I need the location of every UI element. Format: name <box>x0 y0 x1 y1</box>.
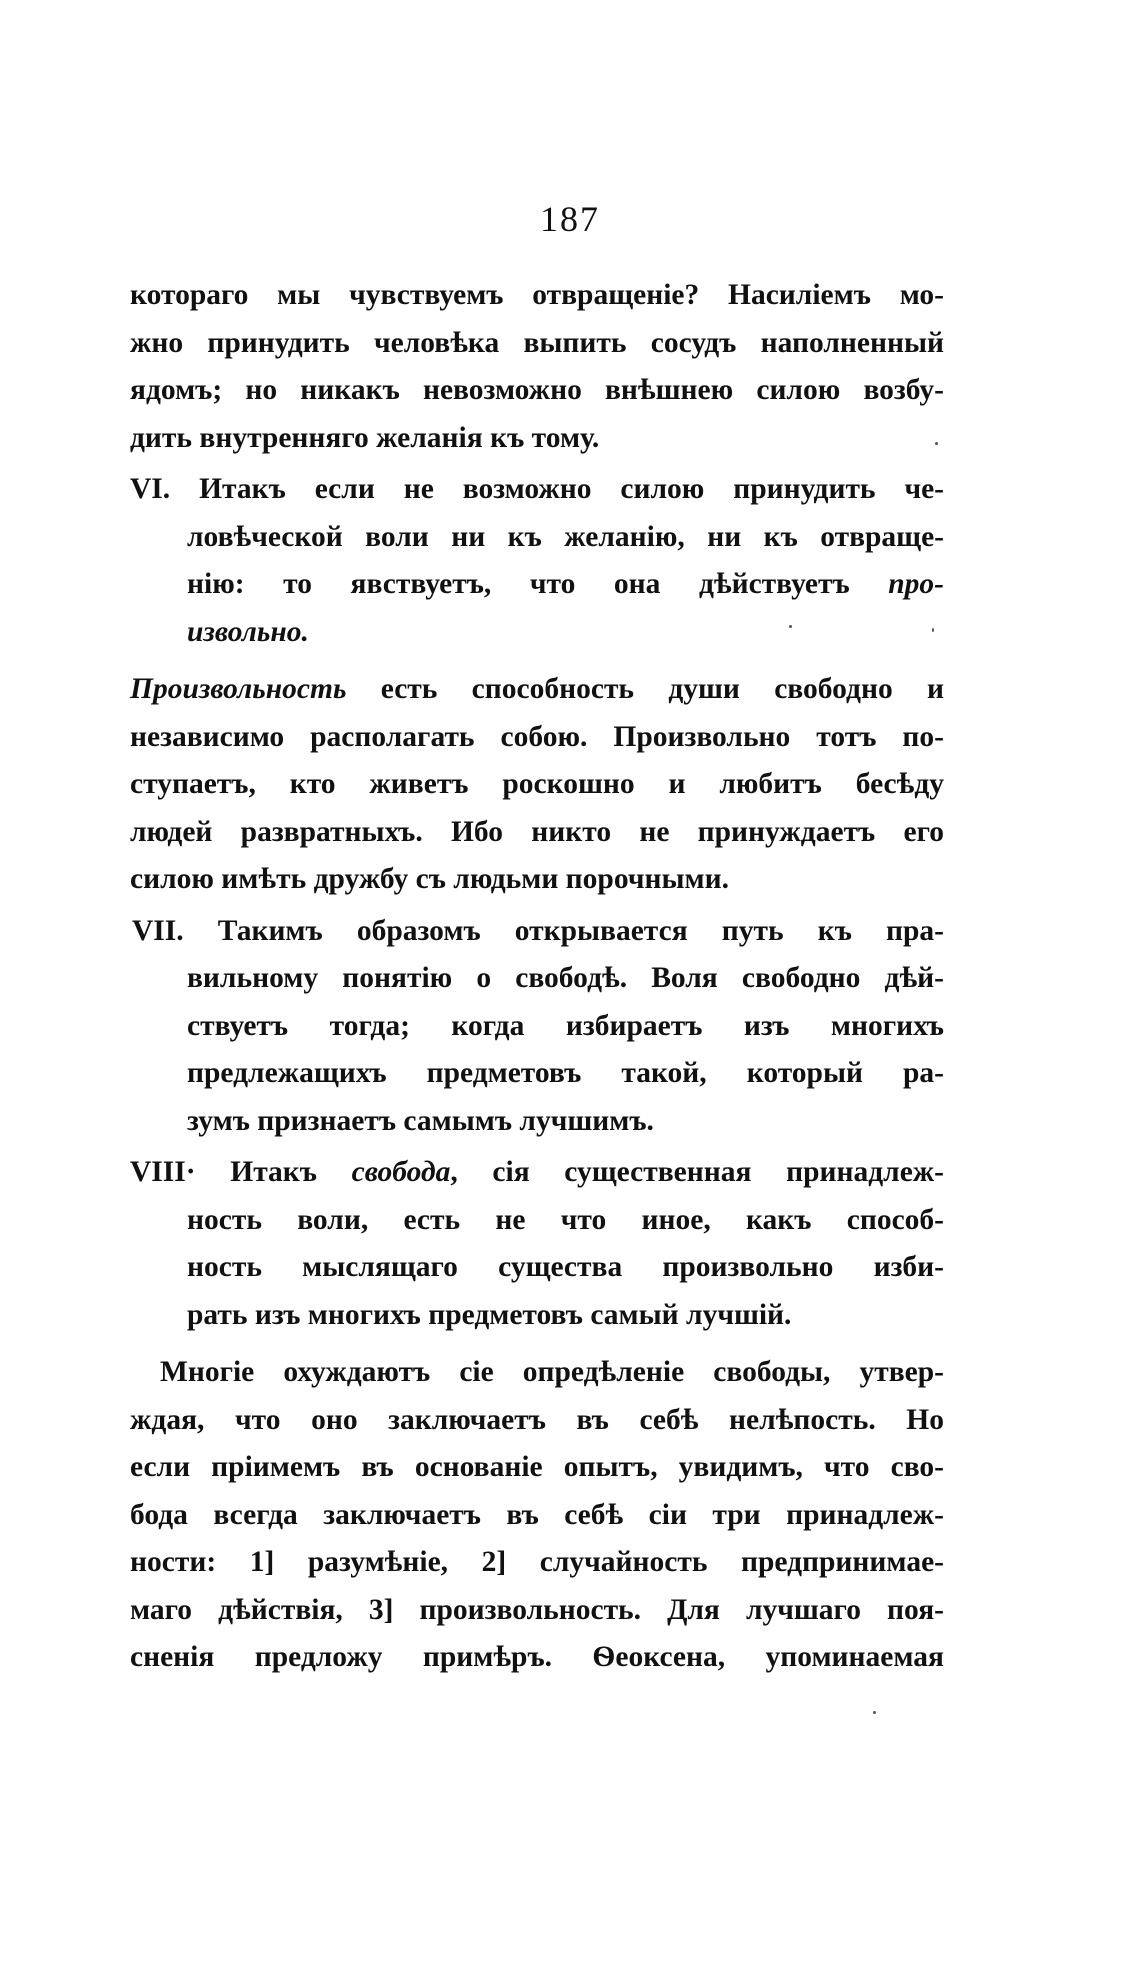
text-line: сненія предложу примѣръ. Ѳеоксена, упоминаемая <box>130 1641 944 1673</box>
text-line: ность воли, есть не что иное, какъ способ- <box>187 1203 944 1236</box>
section-6-line <box>130 466 944 514</box>
text-line: ловѣческой воли ни къ желанію, ни къ отвраще- <box>187 520 944 553</box>
section-8-numeral: VIII· <box>130 1156 196 1188</box>
text-line: ствуетъ тогда; когда избираетъ изъ многихъ <box>187 1009 944 1042</box>
text-line: бода всегда заключаетъ въ себѣ сіи три принадлеж- <box>130 1498 944 1531</box>
text-line: ность мыслящаго существа произвольно изби- <box>187 1251 944 1283</box>
text-line <box>130 666 944 714</box>
text-line: Многіе охуждаютъ сіе опредѣленіе свободы, утвер- <box>160 1356 944 1388</box>
text-line: ности: 1] разумѣніе, 2] случайность предпринимае- <box>130 1546 944 1578</box>
section-6-text: Итакъ если не возможно силою принудить че- <box>199 473 944 505</box>
text-fragment: нію: то явствуетъ, что она дѣйствуетъ <box>187 568 889 600</box>
text-line <box>130 561 944 609</box>
text-line: предлежащихъ предметовъ такой, который ра- <box>187 1057 944 1089</box>
section-7-text: Такимъ образомъ открывается путь къ пра- <box>217 914 945 947</box>
section-6-numeral: VI. <box>130 473 171 505</box>
text-line: вильному понятію о свободѣ. Воля свободно дѣй- <box>187 962 944 994</box>
text-fragment: Итакъ <box>230 1156 352 1188</box>
text-line: независимо располагать собою. Произвольно тотъ по- <box>130 720 944 753</box>
page-text <box>130 272 944 1682</box>
text-line: ядомъ; но никакъ невозможно внѣшнею силою возбу- <box>130 374 944 406</box>
text-line: жно принудить человѣка выпить сосудъ наполненный <box>130 326 944 359</box>
section-8-line <box>130 1149 944 1197</box>
text-line: котораго мы чувствуемъ отвращеніе? Насиліемъ мо- <box>130 279 944 311</box>
print-speck <box>932 628 934 632</box>
section-7-numeral: VII. <box>132 914 184 947</box>
text-line: маго дѣйствія, 3] произвольность. Для лучшаго поя- <box>130 1593 944 1626</box>
text-fragment: есть способность души свободно и <box>346 673 944 705</box>
text-line: ждая, что оно заключаетъ въ себѣ нелѣпость. Но <box>130 1403 944 1436</box>
text-line: если пріимемъ въ основаніе опытъ, увидимъ, что сво- <box>130 1451 944 1483</box>
italic-fragment: про- <box>888 568 944 600</box>
print-speck <box>873 1711 876 1714</box>
print-speck <box>789 625 792 628</box>
print-speck <box>935 442 938 445</box>
text-fragment: , сія существенная принадлеж- <box>450 1156 945 1188</box>
text-line: дить внутренняго желанія къ тому. <box>130 421 600 454</box>
text-line: людей развратныхъ. Ибо никто не принуждаетъ его <box>130 815 944 848</box>
text-line: ступаетъ, кто живетъ роскошно и любитъ бесѣду <box>130 768 944 800</box>
text-line: рать изъ многихъ предметовъ самый лучшій. <box>187 1298 792 1331</box>
text-line: зумъ признаетъ самымъ лучшимъ. <box>187 1104 654 1137</box>
italic-term: Произвольность <box>130 673 347 705</box>
text-line: силою имѣть дружбу съ людьми порочными. <box>130 863 729 895</box>
italic-term: свобода <box>351 1156 451 1188</box>
italic-fragment: извольно. <box>187 615 309 648</box>
text-line <box>130 609 944 657</box>
page-number: 187 <box>540 199 600 239</box>
section-7-line <box>130 908 944 956</box>
